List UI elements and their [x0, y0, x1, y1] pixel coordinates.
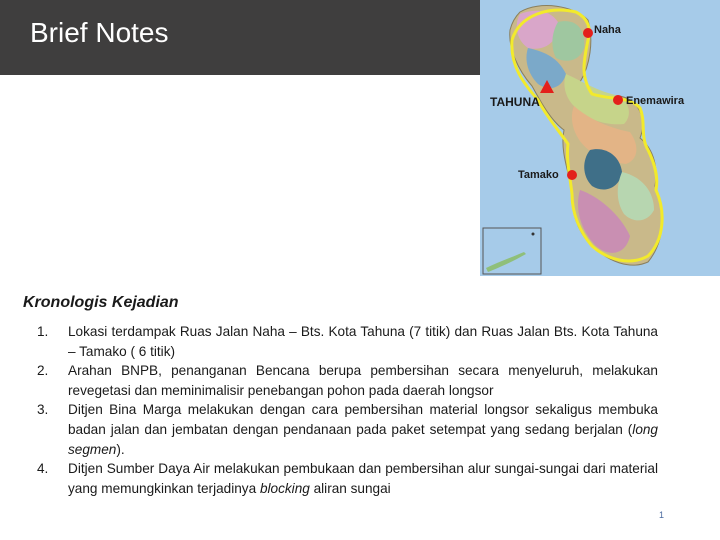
section-heading: Kronologis Kejadian — [23, 294, 179, 311]
list-item-text-tail: ). — [116, 441, 125, 457]
list-item-text — [68, 361, 658, 400]
inset-location-dot — [532, 233, 535, 236]
list-item — [37, 459, 658, 498]
slide-title: Brief Notes — [30, 17, 169, 48]
list-item-text-main: Ditjen Bina Marga melakukan dengan cara pembersihan material longsor sekaligus membuka badan jalan dan jembatan dengan pendanaan pada paket setempat yang sedang berjalan ( — [68, 402, 658, 437]
page-number: 1 — [658, 510, 664, 520]
list-item-text — [68, 400, 658, 459]
list-item — [37, 361, 658, 400]
list-item — [37, 322, 658, 361]
title-bar — [0, 0, 480, 75]
list-item-text — [68, 459, 658, 498]
list-item-number: 4. — [37, 461, 49, 477]
tamako-marker — [567, 170, 577, 180]
enemawira-label: Enemawira — [626, 95, 685, 107]
list-item-number: 1. — [37, 324, 49, 339]
list-item-text-italic: blocking — [259, 480, 310, 496]
list-item-text-main: Ditjen Sumber Daya Air melakukan pembukaan dan pembersihan alur sungai-sungai dari material yang memungkinkan terjadinya — [68, 461, 658, 496]
list-item-text-main: Lokasi terdampak Ruas Jalan Naha – Bts. Kota Tahuna (7 titik) dan Ruas Jalan Bts. Kota Tahuna – Tamako ( 6 titik) — [68, 324, 658, 359]
island-map — [480, 0, 720, 276]
list-item-text — [68, 322, 658, 361]
list-item-text-tail: aliran sungai — [309, 480, 391, 496]
list-item-text-main: Arahan BNPB, penanganan Bencana berupa pembersihan secara menyeluruh, melakukan revegetasi dan meminimalisir penebangan pohon pada daerah longsor — [68, 363, 658, 398]
list-item-text-italic: long segmen — [68, 421, 658, 457]
chronology-list — [37, 322, 658, 498]
tamako-label: Tamako — [518, 169, 559, 181]
enemawira-marker — [613, 95, 623, 105]
naha-label: Naha — [594, 24, 621, 36]
list-item-number: 3. — [37, 402, 49, 418]
island-map-graphic — [480, 0, 720, 276]
list-item-number: 2. — [37, 363, 49, 379]
list-item — [37, 400, 658, 459]
naha-marker — [583, 28, 593, 38]
tahuna-label: TAHUNA — [490, 95, 540, 109]
